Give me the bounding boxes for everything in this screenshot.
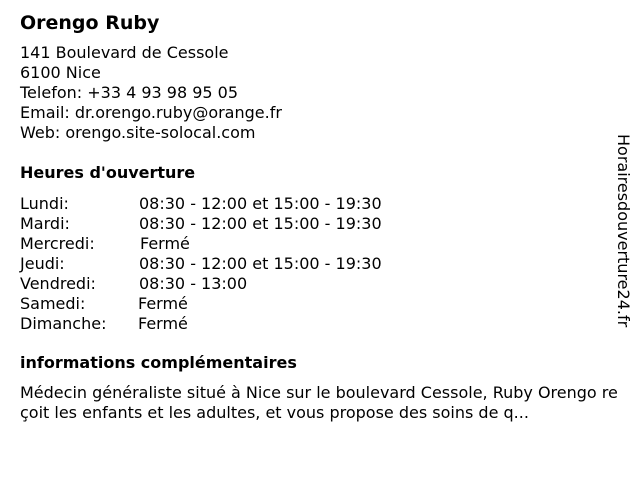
additional-info-text: Médecin généraliste situé à Nice sur le boulevard Cessole, Ruby Orengo reçoit les enfants et les adultes, et vous propose des soins de q... bbox=[20, 383, 618, 422]
day-label: Lundi: bbox=[20, 194, 69, 213]
day-label: Dimanche: bbox=[20, 314, 107, 333]
site-watermark: Horairesdouverture24.fr bbox=[614, 134, 633, 328]
day-label: Mardi: bbox=[20, 214, 70, 233]
day-label: Vendredi: bbox=[20, 274, 96, 293]
day-hours: 08:30 - 13:00 bbox=[139, 274, 248, 293]
address-line-street: 141 Boulevard de Cessole bbox=[20, 43, 229, 62]
business-name: Orengo Ruby bbox=[20, 12, 160, 34]
website-line: Web: orengo.site-solocal.com bbox=[20, 123, 256, 142]
day-hours: 08:30 - 12:00 et 15:00 - 19:30 bbox=[139, 254, 382, 273]
day-label: Samedi: bbox=[20, 294, 86, 313]
email-line: Email: dr.orengo.ruby@orange.fr bbox=[20, 103, 282, 122]
day-label: Jeudi: bbox=[20, 254, 65, 273]
phone-line: Telefon: +33 4 93 98 95 05 bbox=[20, 83, 239, 102]
additional-info-heading: informations complémentaires bbox=[20, 353, 297, 372]
day-hours: Fermé bbox=[138, 294, 188, 313]
day-hours: 08:30 - 12:00 et 15:00 - 19:30 bbox=[139, 214, 382, 233]
day-hours: Fermé bbox=[140, 234, 190, 253]
address-line-city: 6100 Nice bbox=[20, 63, 101, 82]
opening-hours-heading: Heures d'ouverture bbox=[20, 163, 196, 182]
day-label: Mercredi: bbox=[20, 234, 95, 253]
day-hours: Fermé bbox=[138, 314, 188, 333]
day-hours: 08:30 - 12:00 et 15:00 - 19:30 bbox=[139, 194, 382, 213]
